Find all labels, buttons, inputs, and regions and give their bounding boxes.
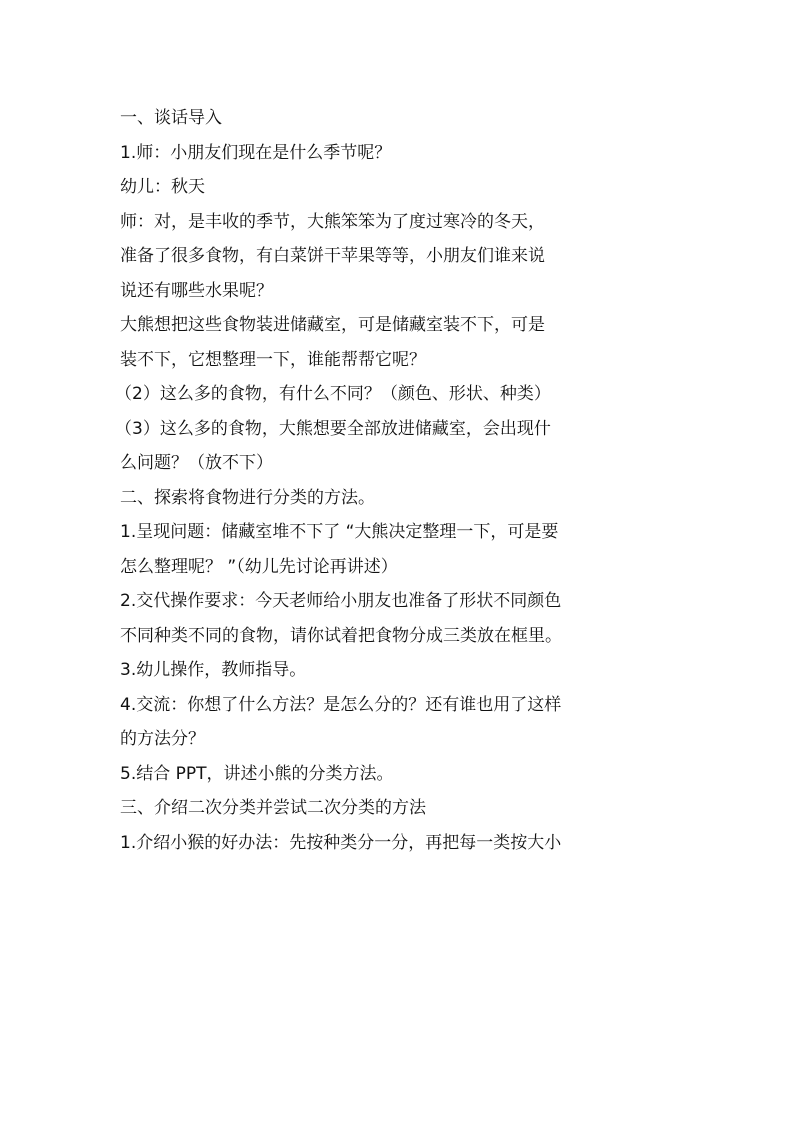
paragraph-line: 大熊想把这些食物装进储藏室，可是储藏室装不下，可是: [120, 315, 545, 335]
paragraph-line: 3.幼儿操作，教师指导。: [120, 660, 307, 680]
paragraph-line: 怎么整理呢？ ”（幼儿先讨论再讲述）: [120, 556, 398, 577]
paragraph-line: 不同种类不同的食物，请你试着把食物分成三类放在框里。: [120, 625, 562, 646]
section-heading-3: 三、介绍二次分类并尝试二次分类的方法: [120, 798, 426, 818]
section-heading-1: 一、谈话导入: [120, 108, 222, 128]
paragraph-line: 准备了很多食物，有白菜饼干苹果等等，小朋友们谁来说: [120, 246, 545, 266]
paragraph-line: 么问题？（放不下）: [120, 453, 273, 473]
paragraph-line: 1.呈现问题：储藏室堆不下了 “大熊决定整理一下，可是要: [120, 522, 559, 542]
paragraph-line: 4.交流：你想了什么方法？是怎么分的？还有谁也用了这样: [120, 694, 562, 715]
section-heading-2: 二、探索将食物进行分类的方法。: [120, 487, 375, 508]
paragraph-line: 装不下，它想整理一下，谁能帮帮它呢？: [120, 349, 426, 370]
paragraph-line: 5.结合 PPT，讲述小熊的分类方法。: [120, 763, 394, 784]
paragraph-line: 师：对，是丰收的季节，大熊笨笨为了度过寒冷的冬天，: [120, 211, 545, 232]
paragraph-line: （3）这么多的食物，大熊想要全部放进储藏室，会出现什: [115, 418, 551, 439]
paragraph-line: 说还有哪些水果呢？: [120, 280, 273, 301]
paragraph-line: 幼儿：秋天: [120, 177, 205, 197]
document-body: [115, 101, 680, 860]
paragraph-line: 1.师：小朋友们现在是什么季节呢？: [120, 142, 392, 163]
paragraph-line: 1.介绍小猴的好办法：先按种类分一分，再把每一类按大小: [120, 832, 562, 853]
paragraph-line: 2.交代操作要求：今天老师给小朋友也准备了形状不同颜色: [120, 591, 562, 611]
paragraph-line: （2）这么多的食物，有什么不同？（颜色、形状、种类）: [115, 384, 551, 404]
paragraph-line: 的方法分？: [120, 729, 205, 749]
